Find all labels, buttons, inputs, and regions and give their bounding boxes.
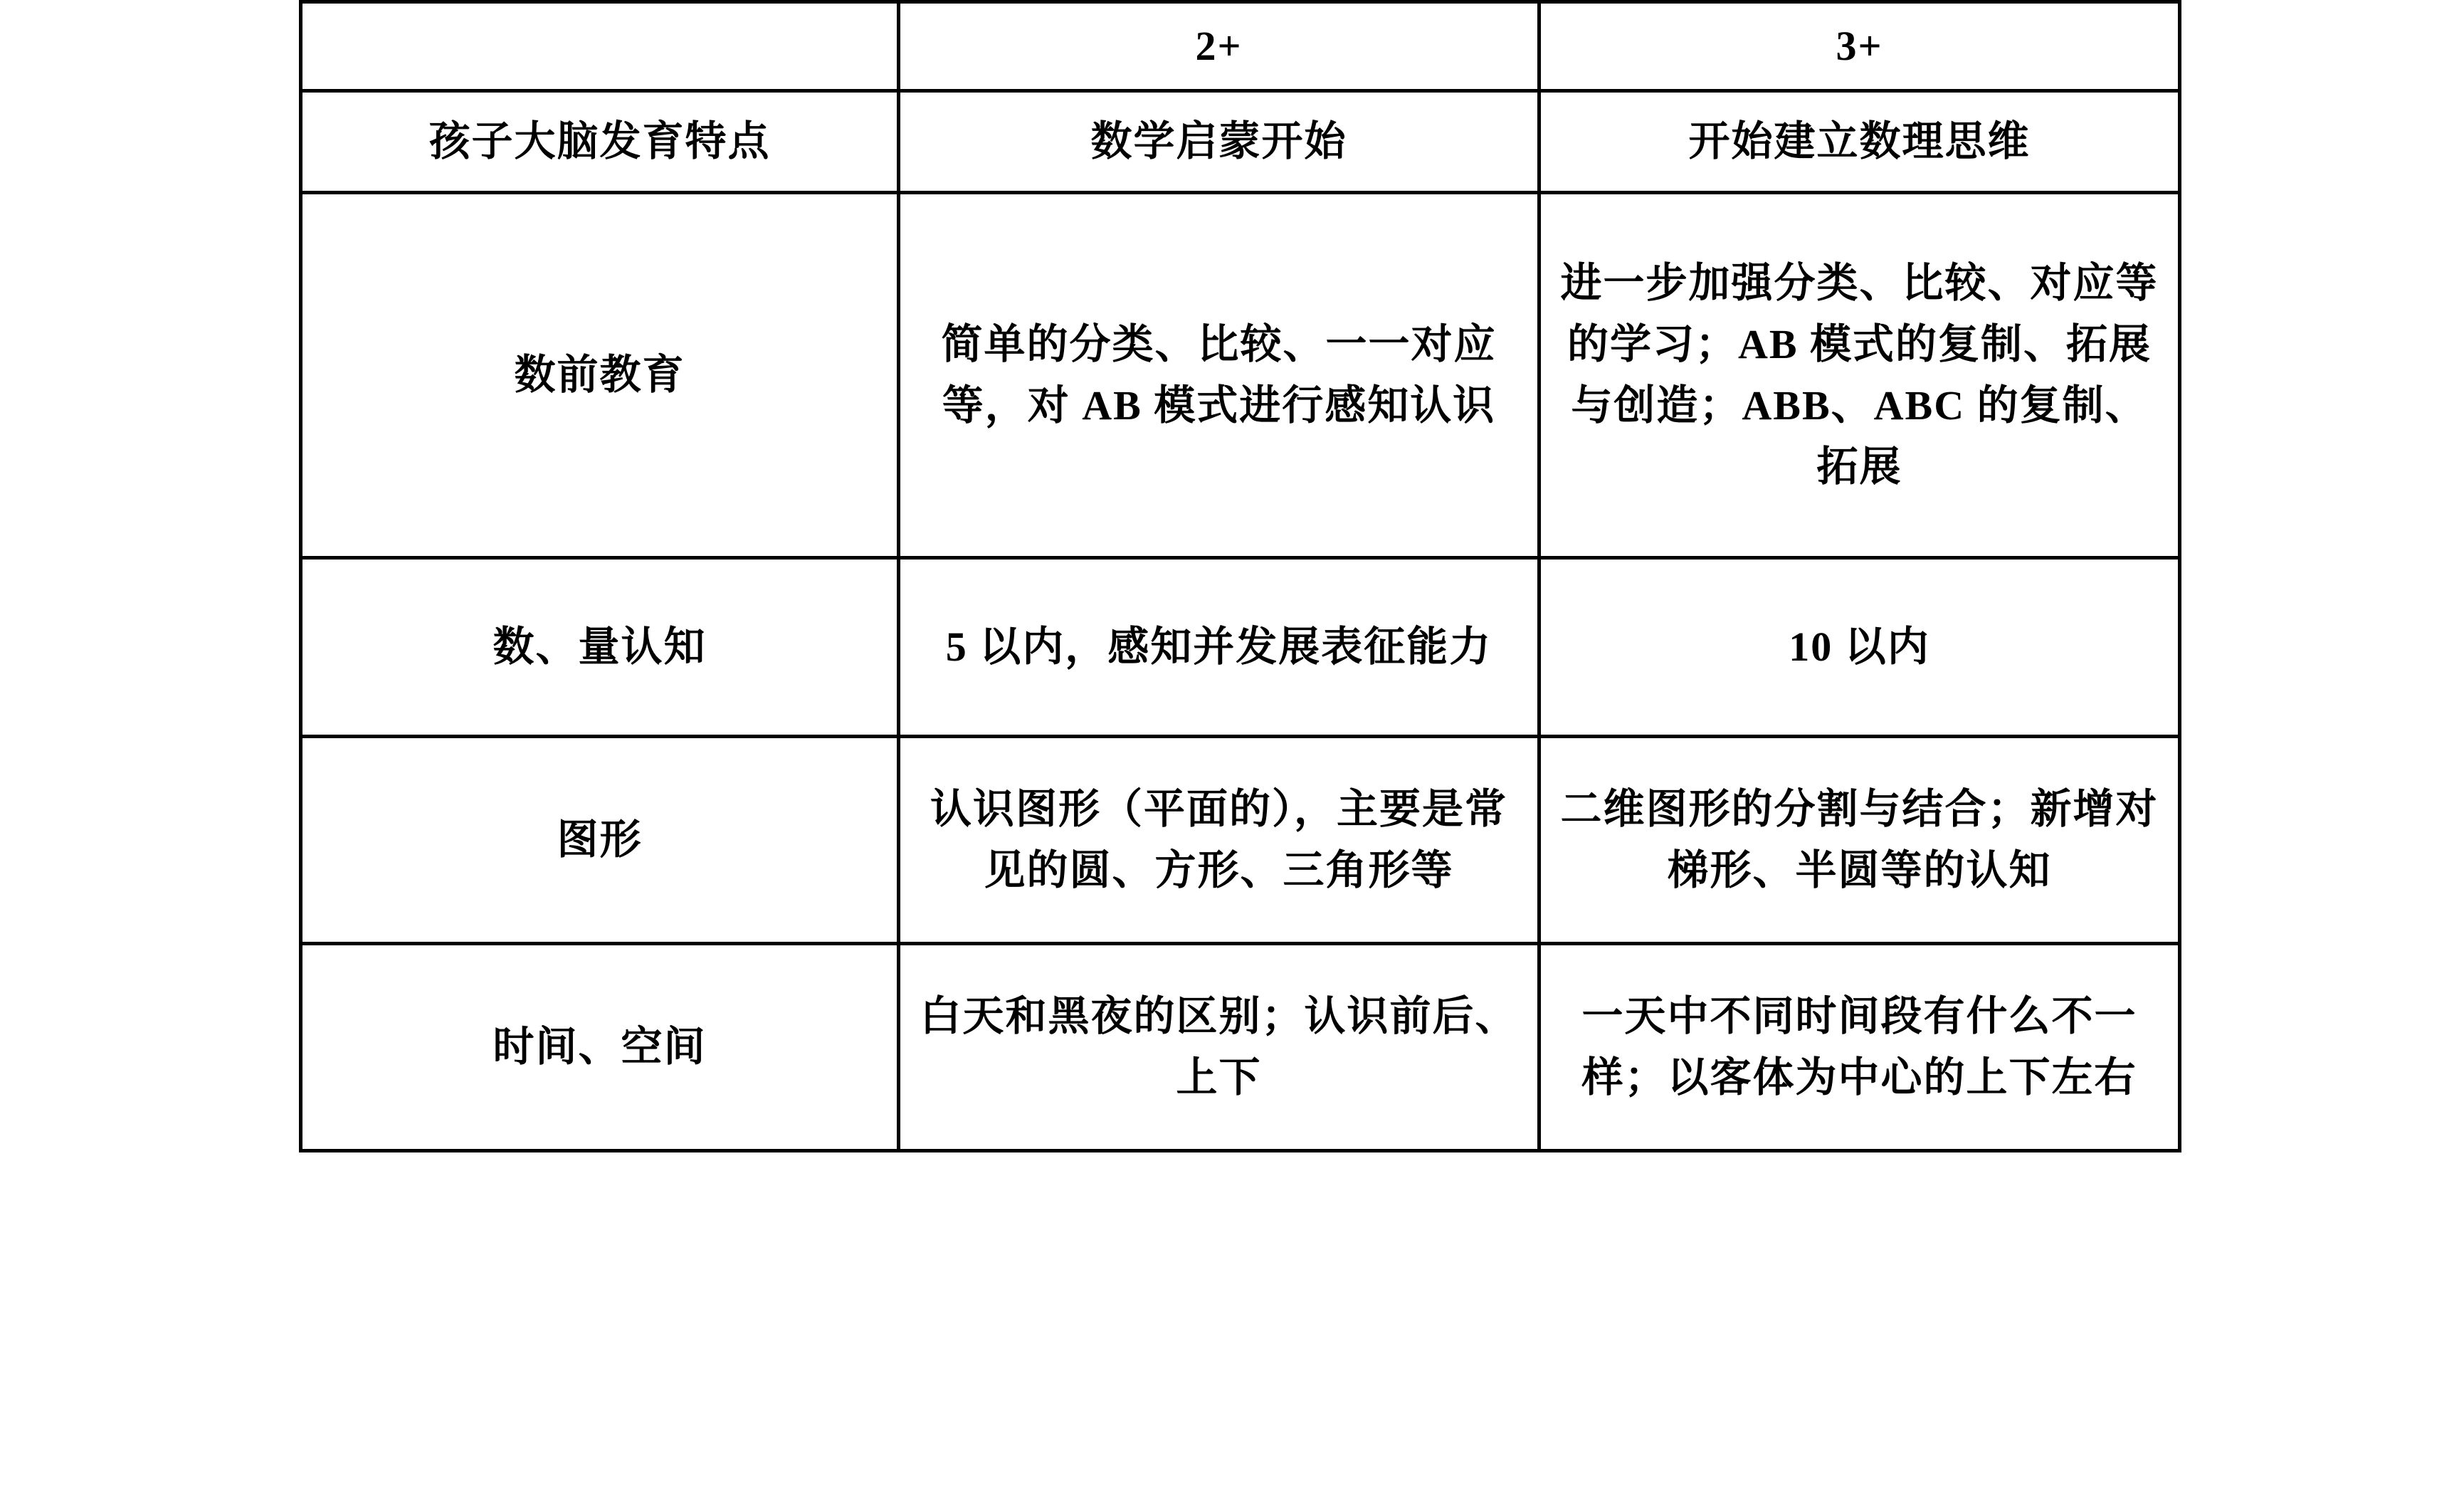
table-row (301, 558, 2180, 737)
cell-text: 进一步加强分类、比较、对应等的学习；AB 模式的复制、拓展与创造；ABB、ABC 的复制、拓展 (1560, 260, 2159, 490)
header-cell-age-3: 3+ (1539, 2, 2180, 91)
cell-time-space-age-3 (1539, 944, 2180, 1151)
row-label-pre-number-education: 数前教育 (301, 193, 899, 558)
cell-text: 二维图形的分割与结合；新增对梯形、半圆等的认知 (1560, 786, 2159, 893)
cell-pre-number-education-age-2 (899, 193, 1539, 558)
cell-text: 5 以内，感知并发展表征能力 (945, 624, 1492, 671)
table-row (301, 737, 2180, 944)
row-label-number-quantity: 数、量认知 (301, 558, 899, 737)
table-row (301, 944, 2180, 1151)
row-label-time-space: 时间、空间 (301, 944, 899, 1151)
cell-text: 数学启蒙开始 (1090, 118, 1347, 165)
cell-time-space-age-2 (899, 944, 1539, 1151)
cell-text: 开始建立数理思维 (1688, 118, 2031, 165)
table-row (301, 193, 2180, 558)
cell-shapes-age-2 (899, 737, 1539, 944)
cell-text: 白天和黑夜的区别；认识前后、上下 (920, 993, 1518, 1101)
cell-number-quantity-age-3 (1539, 558, 2180, 737)
cell-text: 一天中不同时间段有什么不一样；以客体为中心的上下左右 (1581, 993, 2137, 1101)
cell-text: 认识图形（平面的），主要是常见的圆、方形、三角形等 (930, 786, 1507, 893)
cell-brain-development-age-2 (899, 91, 1539, 193)
comparison-table (299, 0, 2181, 1152)
header-cell-empty (301, 2, 899, 91)
cell-text: 简单的分类、比较、一一对应等，对 AB 模式进行感知认识 (941, 321, 1497, 429)
table-container (299, 0, 2178, 1152)
cell-shapes-age-3 (1539, 737, 2180, 944)
cell-number-quantity-age-2 (899, 558, 1539, 737)
table-header-row (301, 2, 2180, 91)
row-label-shapes: 图形 (301, 737, 899, 944)
row-label-brain-development: 孩子大脑发育特点 (301, 91, 899, 193)
cell-text: 10 以内 (1789, 624, 1930, 671)
cell-brain-development-age-3 (1539, 91, 2180, 193)
table-row (301, 91, 2180, 193)
cell-pre-number-education-age-3 (1539, 193, 2180, 558)
header-cell-age-2: 2+ (899, 2, 1539, 91)
